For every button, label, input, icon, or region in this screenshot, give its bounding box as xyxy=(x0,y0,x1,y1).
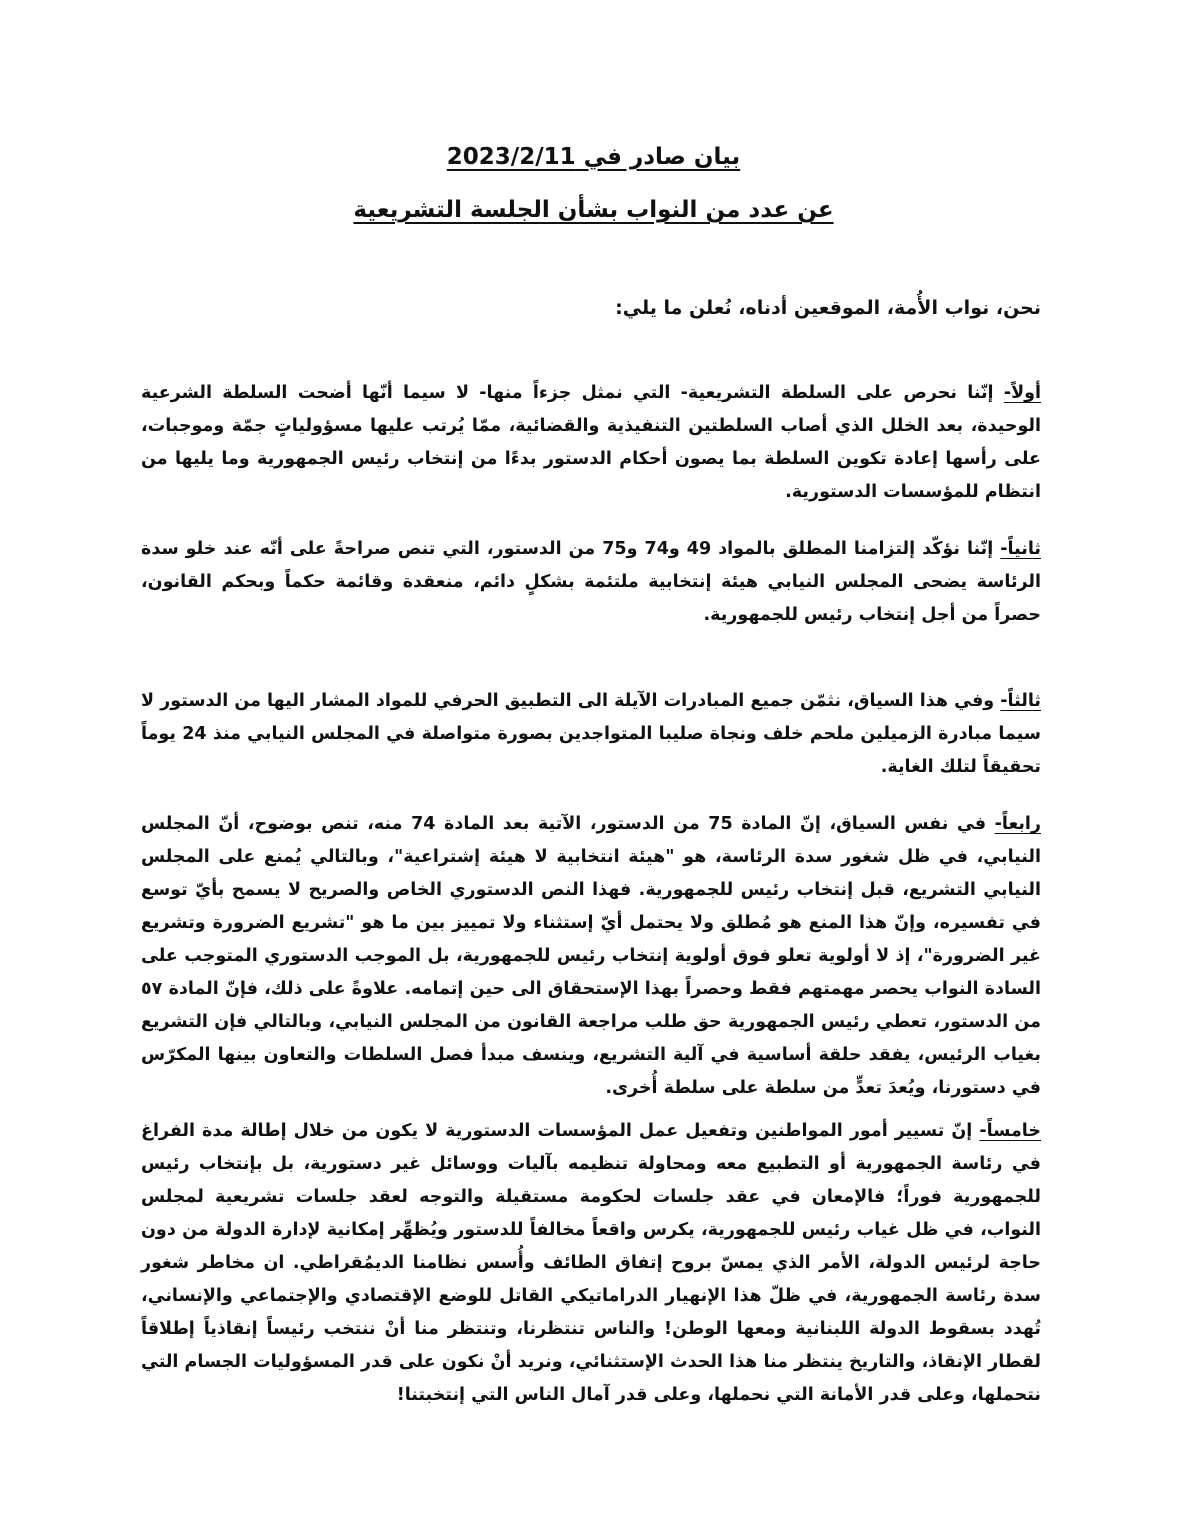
paragraph-third-text: وفي هذا السياق، نثمّن جميع المبادرات الآيلة الى التطبيق الحرفي للمواد المشار اليها من الدستور لا سيما مبادرة الزميلين ملحم خلف ونجاة صليبا المتواجدين بصورة متواصلة في المجلس النيابي منذ 24 يوماً تحقيقاً لتلك الغاية. xyxy=(141,691,1042,777)
paragraph-fourth-text: في نفس السياق، إنّ المادة 75 من الدستور، الآتية بعد المادة 74 منه، تنص بوضوح، أنّ المجلس النيابي، في ظل شغور سدة الرئاسة، هو "هيئة انتخابية لا هيئة إشتراعية"، وبالتالي يُمنع على المجلس النيابي التشريع، قبل إنتخاب رئيس للجمهورية. فهذا النص الدستوري الخاص والصريح لا يسمح بأيّ توسع في تفسيره، وإنّ هذا المنع هو مُطلق ولا يحتمل أيّ إستثناء ولا تمييز بين ما هو "تشريع الضرورة وتشريع غير الضرورة"، إذ لا أولوية تعلو فوق أولوية إنتخاب رئيس للجمهورية، بل الموجب الدستوري المتوجب على السادة النواب يحصر مهمتهم فقط وحصراً بهذا الإستحقاق الى حين إتمامه. علاوةً على ذلك، فإنّ المادة ٥٧ من الدستور، تعطي رئيس الجمهورية حق طلب مراجعة القانون من المجلس النيابي، وبالتالي فإن التشريع بغياب الرئيس، يفقد حلقة أساسية في آلية التشريع، وينسف مبدأ فصل السلطات والتعاون بينها المكرّس في دستورنا، ويُعدَ تعدٍّ من سلطة على سلطة أُخرى. xyxy=(141,814,1041,1098)
statement-subtitle xyxy=(0,195,1187,225)
paragraph-first-text: إنّنا نحرص على السلطة التشريعية- التي نمثل جزءاً منها- لا سيما أنّها أضحت السلطة الشرعية الوحيدة، بعد الخلل الذي أصاب السلطتين التنفيذية والقضائية، ممّا يُرتب عليها مسؤولياتٍ جمّة وموجبات، على رأسها إعادة تكوين السلطة بما يصون أحكام الدستور بدءًا من إنتخاب رئيس الجمهورية وما يليها من انتظام للمؤسسات الدستورية. xyxy=(141,383,1041,502)
paragraph-second-text: إنّنا نؤكّد إلتزامنا المطلق بالمواد 49 و74 و75 من الدستور، التي تنص صراحةً على أنّه عند خلو سدة الرئاسة يضحى المجلس النيابي هيئة إنتخابية ملتئمة بشكلٍ دائم، منعقدة وقائمة حكماً وبحكم القانون، حصراً من أجل إنتخاب رئيس للجمهورية. xyxy=(141,539,1041,625)
paragraph-fifth xyxy=(141,1115,1041,1412)
paragraph-fifth-text: إنّ تسيير أمور المواطنين وتفعيل عمل المؤسسات الدستورية لا يكون من خلال إطالة مدة الفراغ في رئاسة الجمهورية أو التطبيع معه ومحاولة تنظيمه بآليات ووسائل غير دستورية، بل بإنتخاب رئيس للجمهورية فوراً؛ فالإمعان في عقد جلسات لحكومة مستقيلة والتوجه لعقد جلسات تشريعية لمجلس النواب، في ظل غياب رئيس للجمهورية، يكرس واقعاً مخالفاً للدستور ويُظهِّر إمكانية لإدارة الدولة من دون حاجة لرئيس الدولة، الأمر الذي يمسّ بروح إتفاق الطائف وأُسس نظامنا الديمُقراطي. ان مخاطر شغور سدة رئاسة الجمهورية، في ظلّ هذا الإنهيار الدراماتيكي القاتل للوضع الإقتصادي والإجتماعي والإنساني، تُهدد بسقوط الدولة اللبنانية ومعها الوطن! والناس تنتظرنا، وتنتظر منا أنْ ننتخب رئيساً إنقاذياً إطلاقاً لقطار الإنقاذ، والتاريخ ينتظر منا هذا الحدث الإستثنائي، ونريد أنْ نكون على قدر المسؤوليات الجسام التي نتحملها، وعلى قدر الأمانة التي نحملها، وعلى قدر آمال الناس التي إنتخبتنا! xyxy=(141,1121,1041,1405)
paragraph-fourth xyxy=(141,808,1041,1105)
paragraph-second-lead: ثانياً- xyxy=(1000,539,1041,559)
paragraph-third-lead: ثالثاً- xyxy=(1000,691,1041,711)
paragraph-first-lead: أولاً- xyxy=(1003,383,1041,403)
paragraph-third xyxy=(141,685,1041,784)
paragraph-first xyxy=(141,377,1041,509)
paragraph-second xyxy=(141,533,1041,632)
statement-title-text: بيان صادر في 2023/2/11 xyxy=(446,144,741,170)
paragraph-fourth-lead: رابعاً- xyxy=(994,814,1041,834)
statement-title xyxy=(0,142,1187,172)
intro-line: نحن، نواب الأُمة، الموقعين أدناه، نُعلن ما يلي: xyxy=(615,297,1041,319)
paragraph-fifth-lead: خامساً- xyxy=(979,1121,1041,1141)
statement-subtitle-text: عن عدد من النواب بشأن الجلسة التشريعية xyxy=(353,197,834,223)
